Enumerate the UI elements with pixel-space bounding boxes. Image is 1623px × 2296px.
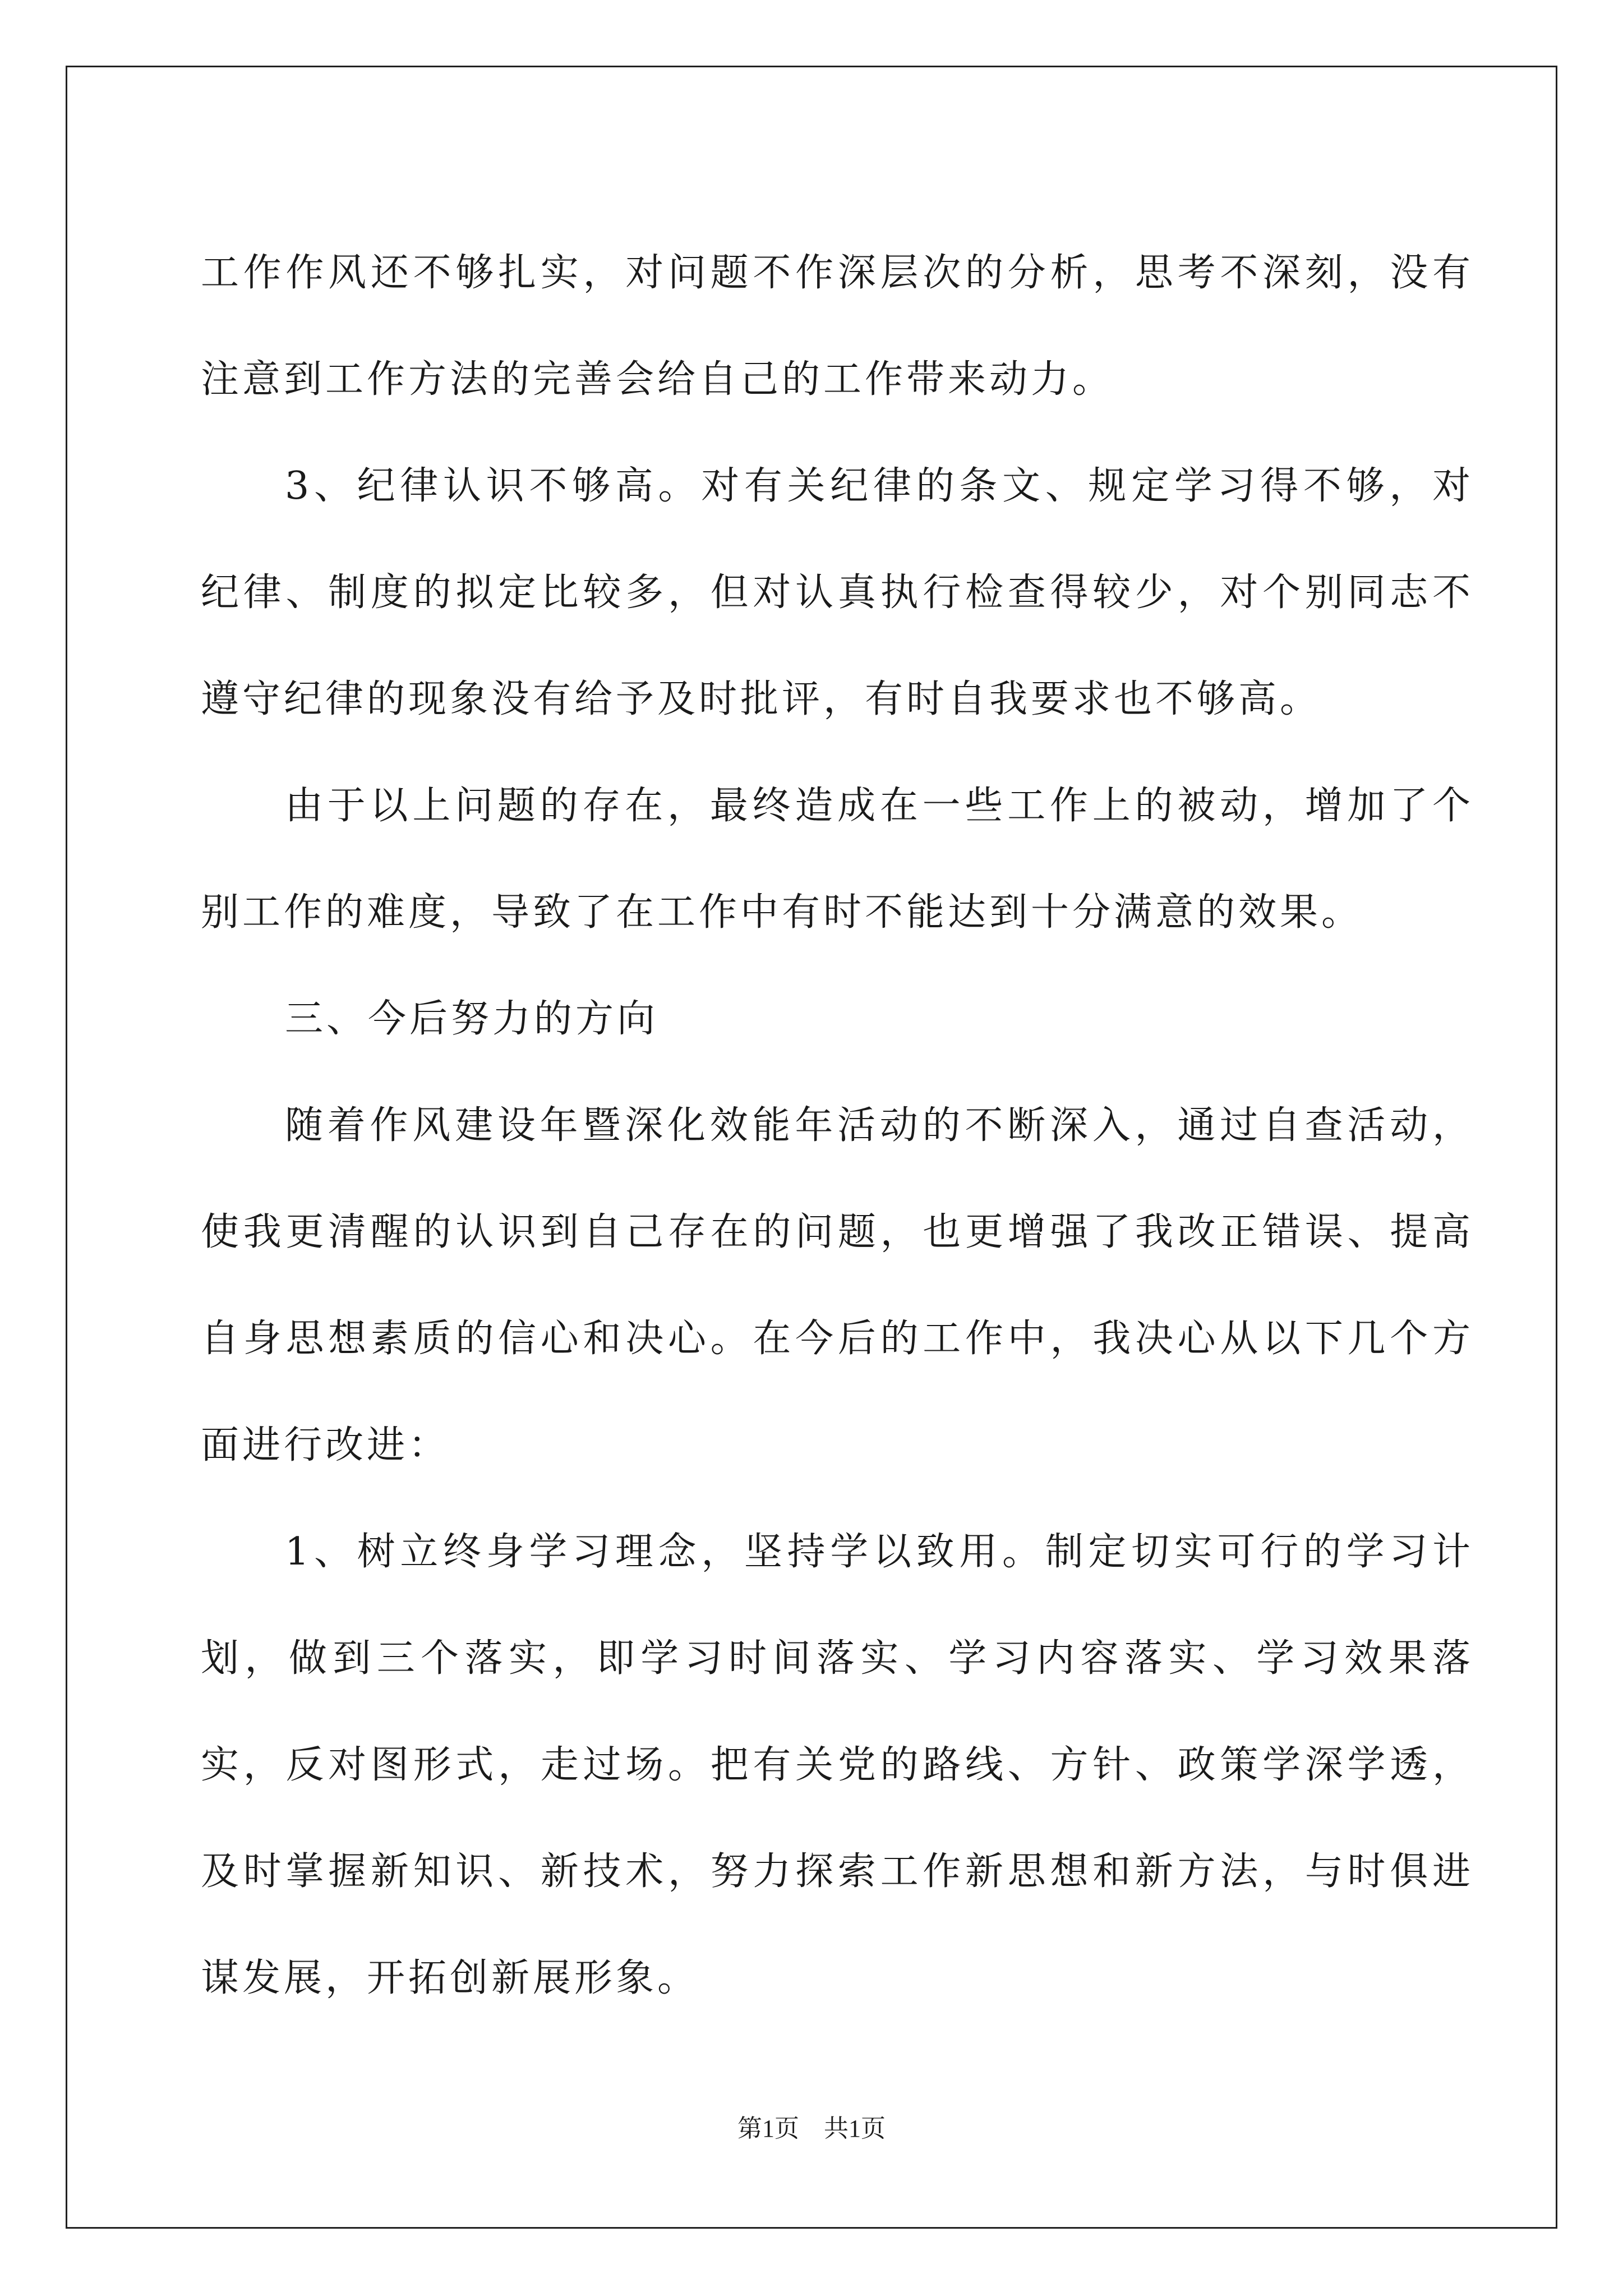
paragraph-introduction: 随着作风建设年暨深化效能年活动的不断深入，通过自查活动，使我更清醒的认识到自己存在的问题，也更增强了我改正错误、提高自身思想素质的信心和决心。在今后的工作中，我决心从以下几个方面进行改进：	[201, 1103, 1474, 1467]
paragraph-continuation: 工作作风还不够扎实，对问题不作深层次的分析，思考不深刻，没有注意到工作方法的完善会给自己的工作带来动力。	[201, 251, 1474, 402]
paragraph-discipline: 3、纪律认识不够高。对有关纪律的条文、规定学习得不够，对纪律、制度的拟定比较多，但对认真执行检查得较少，对个别同志不遵守纪律的现象没有给予及时批评，有时自我要求也不够高。	[201, 464, 1474, 721]
paragraph-consequences: 由于以上问题的存在，最终造成在一些工作上的被动，增加了个别工作的难度，导致了在工作中有时不能达到十分满意的效果。	[201, 784, 1474, 935]
section-heading-future-direction: 三、今后努力的方向	[285, 997, 659, 1041]
document-body	[201, 220, 1474, 2032]
paragraph-lifelong-learning: 1、树立终身学习理念，坚持学以致用。制定切实可行的学习计划，做到三个落实，即学习时间落实、学习内容落实、学习效果落实，反对图形式，走过场。把有关党的路线、方针、政策学深学透，及时掌握新知识、新技术，努力探索工作新思想和新方法，与时俱进谋发展，开拓创新展形象。	[201, 1530, 1474, 2000]
page-number-footer: 第1页 共1页	[737, 2115, 886, 2142]
